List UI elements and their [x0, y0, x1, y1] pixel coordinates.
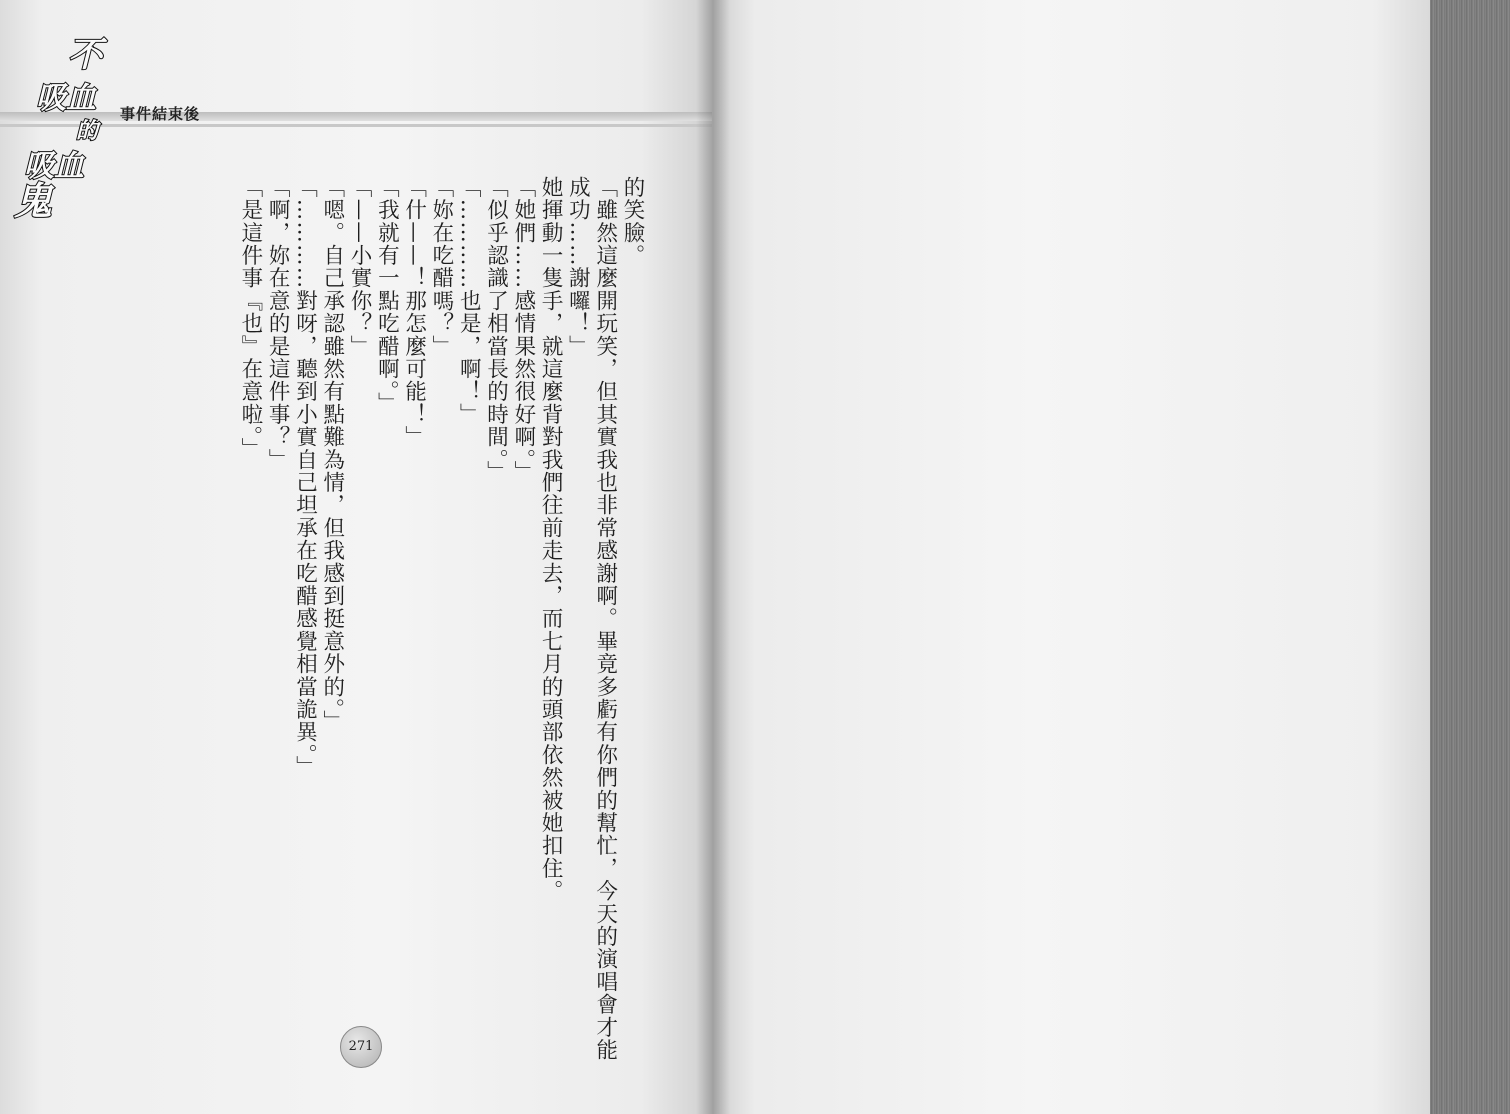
logo-char: 吸血 — [24, 149, 84, 184]
right-page — [712, 0, 1430, 1114]
chapter-title: 事件結束後 — [120, 105, 201, 123]
book-gutter — [696, 0, 730, 1114]
logo-char: 不 — [68, 35, 102, 75]
left-page-body-text: 的笑臉。 「雖然這麼開玩笑，但其實我也非常感謝啊。畢竟多虧有你們的幫忙，今天的演唱會才能 成功……謝囉！」 她揮動一隻手，就這麼背對我們往前走去，而七月的頭部依然被她扣住。 「她們……感情果然很好啊。」 「似乎認識了相當長的時間。」 「…………也是，啊！」 「妳在吃醋嗎？」 「什——！那怎麼可能！」 「我就有一點吃醋啊。」 「——小實你？」 「嗯。自己承認雖然有點難為情，但我感到挺意外的。」 「…………對呀，聽到小實自己坦承在吃醋感覺相當詭異。」 「啊，妳在意的是這件事？」 「是這件事『也』在意啦。」 — [237, 176, 645, 1062]
page-number-left: 271 — [340, 1026, 382, 1068]
logo-char: 吸血 — [36, 81, 96, 116]
logo-char: 的 — [76, 119, 99, 144]
left-page — [0, 0, 712, 1114]
book-page-edges — [1430, 0, 1510, 1114]
logo-char: 鬼 — [14, 179, 53, 223]
